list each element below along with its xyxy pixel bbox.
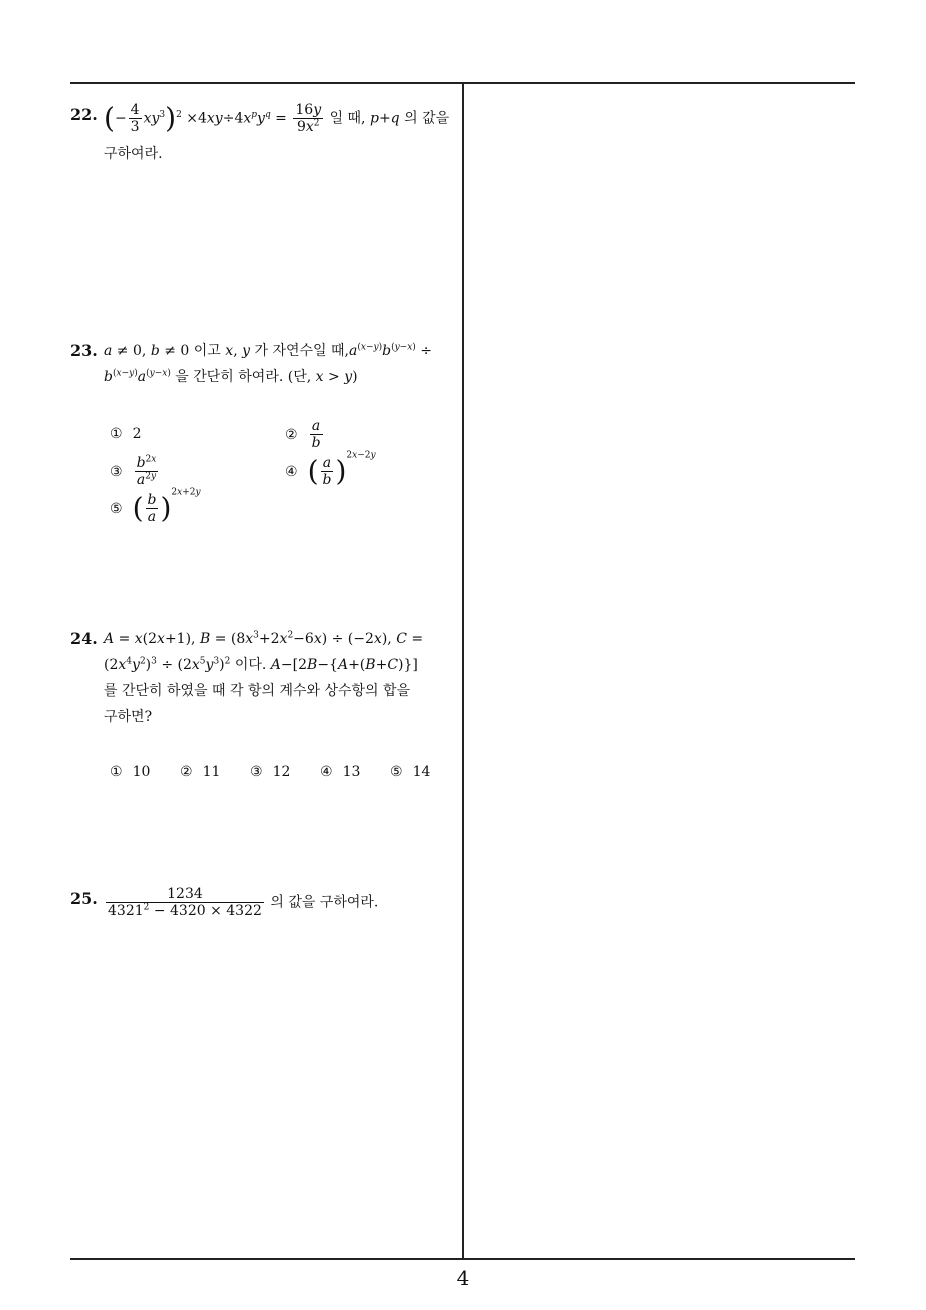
choice-2[interactable] <box>180 764 220 780</box>
question-line-2: $b^{(x-y)}a^{(y-x)}$ 을 간단히 하여라. (단, x > y) <box>104 368 358 385</box>
question-body <box>104 626 460 730</box>
choice-4[interactable]: ④ ( $\frac{a}{b}$ )$^{2x-2y}$ <box>285 450 376 488</box>
numerator: 1234 <box>106 886 264 903</box>
choice-mark: ② <box>285 426 298 443</box>
page-number: 4 <box>456 1266 470 1290</box>
question-22 <box>70 102 460 182</box>
question-24 <box>70 626 460 746</box>
choice-mark: ③ <box>110 463 123 480</box>
choice-value: 12 <box>272 764 291 780</box>
question-number: 23. <box>70 341 98 360</box>
bottom-rule <box>70 1258 855 1260</box>
choice-mark: ④ <box>320 764 333 780</box>
question-text: 이고 <box>193 343 221 359</box>
choice-value: 14 <box>412 764 431 780</box>
choice-mark: ④ <box>285 463 298 480</box>
choice-1[interactable] <box>110 426 141 442</box>
question-text: 가 자연수일 때, <box>254 343 349 359</box>
question-number: 25. <box>70 889 98 908</box>
question-text: 을 간단히 하여라. <box>175 369 284 385</box>
choice-3[interactable]: ③ $\frac{b^{2x}}{a^{2y}}$ <box>110 454 157 488</box>
question-body <box>104 102 460 167</box>
choice-mark: ⑤ <box>390 764 403 780</box>
choice-value: 13 <box>342 764 361 780</box>
question-25 <box>70 886 460 936</box>
choice-value: 11 <box>202 764 221 780</box>
choice-mark: ② <box>180 764 193 780</box>
choice-mark: ① <box>110 764 123 780</box>
column-divider <box>462 82 464 1258</box>
question-number: 22. <box>70 105 98 124</box>
question-line-1: (− $\frac{4}{3}$ $xy^3)^2 \times 4xy\div 4x^py^q$ = $\frac{16y}{9x^2}$ 일 때, p+q 의 값을 <box>104 101 450 135</box>
choice-5[interactable]: ⑤ ( $\frac{b}{a}$ )$^{2x+2y}$ <box>110 487 201 525</box>
question-line-2: 구하여라. <box>104 146 163 162</box>
choice-mark: ① <box>110 426 123 442</box>
choice-mark: ⑤ <box>110 500 123 517</box>
choice-4[interactable] <box>320 764 360 780</box>
choice-mark: ③ <box>250 764 263 780</box>
choice-3[interactable] <box>250 764 290 780</box>
question-text: 이다. <box>234 657 267 673</box>
question-text: (단, <box>287 369 312 385</box>
question-line-1: a ≠ 0, b ≠ 0 이고 x, y 가 자연수일 때$,a^{(x-y)}b^{(y-x)}$ ÷ <box>104 342 432 359</box>
question-text: ) <box>352 369 358 385</box>
question-number: 24. <box>70 629 98 648</box>
choice-1[interactable] <box>110 764 150 780</box>
question-text: 의 값을 구하여라. <box>270 894 379 911</box>
fraction: $\frac{1234}{4321^2 - 4320 \times 4322}$ <box>108 886 262 919</box>
question-text: 의 값을 <box>404 110 450 127</box>
choice-5[interactable] <box>390 764 430 780</box>
choice-value: 10 <box>132 764 151 780</box>
question-line-3: 를 간단히 하였을 때 각 항의 계수와 상수항의 합을 <box>104 683 411 699</box>
choice-2[interactable]: ② $\frac{a}{b}$ <box>285 418 321 451</box>
question-body <box>104 338 460 390</box>
question-line-2: $(2x^4y^2)^3 \div (2x^5y^3)^2$ 이다. A−[2B−{A+(B+C)}] <box>104 656 418 673</box>
choice-value: 2 <box>132 426 142 442</box>
question-line-1: A = x(2x+1), $B = (8x^3+2x^2-6x) \div (-2x)$, C = <box>104 630 424 647</box>
question-body <box>104 886 460 919</box>
question-line-4: 구하면? <box>104 709 153 725</box>
question-text: 일 때, <box>329 110 366 127</box>
